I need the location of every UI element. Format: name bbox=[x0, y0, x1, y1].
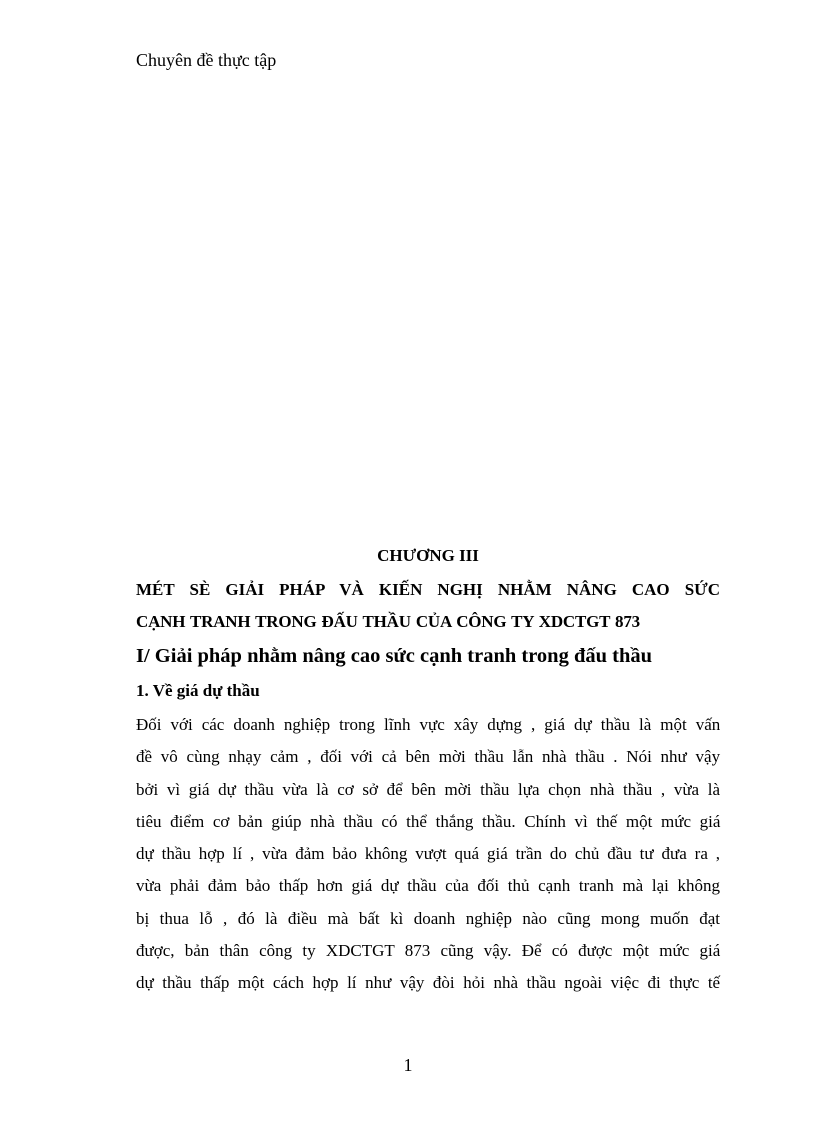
subsection-heading: 1. Về giá dự thầu bbox=[136, 681, 260, 700]
chapter-title bbox=[136, 574, 720, 638]
chapter-number: CHƯƠNG III bbox=[377, 546, 479, 565]
page-number: 1 bbox=[403, 1055, 413, 1075]
chapter-title-line-1: MÉT SÈ GIẢI PHÁP VÀ KIẾN NGHỊ NHẰM NÂNG CAO SỨC bbox=[136, 580, 720, 599]
section-heading: I/ Giải pháp nhằm nâng cao sức cạnh tranh trong đấu thầu bbox=[136, 645, 653, 667]
paragraph-line: được, bản thân công ty XDCTGT 873 cũng vậy. Để có được một mức giá bbox=[136, 941, 721, 961]
paragraph-line: tiêu điểm cơ bản giúp nhà thầu có thể thắng thầu. Chính vì thế một mức giá bbox=[136, 811, 721, 831]
chapter-title-line-2: CẠNH TRANH TRONG ĐẤU THẦU CỦA CÔNG TY XDCTGT 873 bbox=[136, 612, 640, 631]
paragraph-line: vừa phải đảm bảo thấp hơn giá dự thầu của đối thủ cạnh tranh mà lại không bbox=[136, 876, 720, 896]
paragraph-line: Đối với các doanh nghiệp trong lĩnh vực xây dựng , giá dự thầu là một vấn bbox=[136, 715, 721, 734]
paragraph-line: bị thua lỗ , đó là điều mà bất kì doanh nghiệp nào cũng mong muốn đạt bbox=[136, 908, 720, 928]
document-header: Chuyên đề thực tập bbox=[136, 50, 277, 70]
paragraph-line: dự thầu thấp một cách hợp lí như vậy đòi hỏi nhà thầu ngoài việc đi thực tế bbox=[136, 973, 721, 993]
body-paragraph bbox=[136, 709, 720, 1000]
paragraph-line: dự thầu hợp lí , vừa đảm bảo không vượt quá giá trần do chủ đầu tư đưa ra , bbox=[136, 844, 720, 864]
paragraph-line: đề vô cùng nhạy cảm , đối với cả bên mời thầu lẫn nhà thầu . Nói như vậy bbox=[136, 747, 721, 767]
paragraph-line: bởi vì giá dự thầu vừa là cơ sở để bên mời thầu lựa chọn nhà thầu , vừa là bbox=[136, 779, 720, 799]
